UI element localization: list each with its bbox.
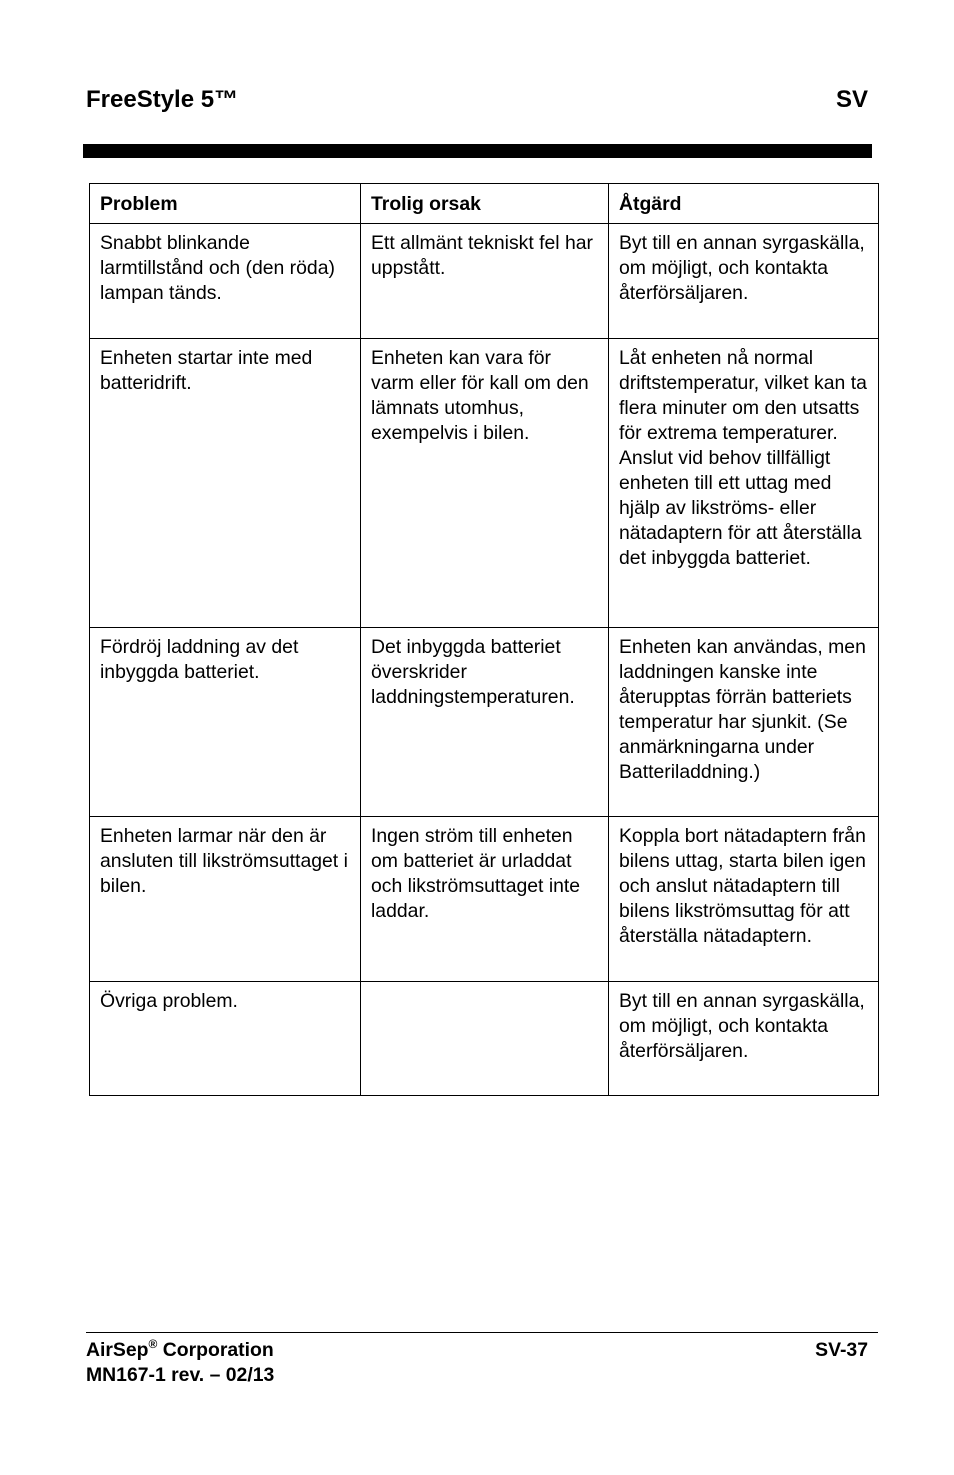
column-header-action: Åtgärd	[609, 184, 879, 224]
problem-cell: Enheten startar inte med batteridrift.	[90, 339, 361, 628]
footer-left	[86, 1338, 274, 1388]
action-cell: Enheten kan användas, men laddningen kanske inte återupptas förrän batteriets temperatur har sjunkit. (Se anmärkningarna under Batteriladdning.)	[609, 628, 879, 817]
table-row	[90, 339, 879, 628]
header-divider	[83, 144, 872, 158]
column-header-cause: Trolig orsak	[361, 184, 609, 224]
table-row	[90, 628, 879, 817]
cause-cell: Det inbyggda batteriet överskrider laddningstemperaturen.	[361, 628, 609, 817]
product-title: FreeStyle 5™	[86, 86, 239, 113]
action-cell: Låt enheten nå normal driftstemperatur, vilket kan ta flera minuter om den utsatts för extrema temperaturer. Anslut vid behov tillfälligt enheten till ett uttag med hjälp av likströms- eller nätadaptern för att återställa det inbyggda batteriet.	[609, 339, 879, 628]
company-line	[86, 1338, 274, 1363]
action-cell: Byt till en annan syrgaskälla, om möjligt, och kontakta återförsäljaren.	[609, 982, 879, 1096]
registered-mark: ®	[148, 1337, 158, 1351]
footer-divider	[86, 1332, 878, 1333]
table-row	[90, 982, 879, 1096]
problem-cell: Enheten larmar när den är ansluten till likströmsuttaget i bilen.	[90, 817, 361, 982]
page-number: SV-37	[815, 1339, 868, 1361]
table-header-row	[90, 184, 879, 224]
column-header-problem: Problem	[90, 184, 361, 224]
problem-cell: Snabbt blinkande larmtillstånd och (den röda) lampan tänds.	[90, 224, 361, 339]
table-row	[90, 224, 879, 339]
company-suffix: Corporation	[157, 1339, 274, 1361]
table-row	[90, 817, 879, 982]
language-code: SV	[835, 86, 868, 113]
cause-cell: Enheten kan vara för varm eller för kall om den lämnats utomhus, exempelvis i bilen.	[361, 339, 609, 628]
problem-cell: Fördröj laddning av det inbyggda batteriet.	[90, 628, 361, 817]
document-revision: MN167-1 rev. – 02/13	[86, 1364, 275, 1386]
page-header	[86, 86, 868, 120]
cause-cell	[361, 982, 609, 1096]
cause-cell: Ingen ström till enheten om batteriet är urladdat och likströmsuttaget inte laddar.	[361, 817, 609, 982]
action-cell: Koppla bort nätadaptern från bilens uttag, starta bilen igen och anslut nätadaptern till bilens likströmsuttag för att återställa nätadaptern.	[609, 817, 879, 982]
troubleshooting-table	[89, 183, 879, 1096]
company-name: AirSep	[86, 1339, 149, 1361]
problem-cell: Övriga problem.	[90, 982, 361, 1096]
cause-cell: Ett allmänt tekniskt fel har uppstått.	[361, 224, 609, 339]
action-cell: Byt till en annan syrgaskälla, om möjligt, och kontakta återförsäljaren.	[609, 224, 879, 339]
